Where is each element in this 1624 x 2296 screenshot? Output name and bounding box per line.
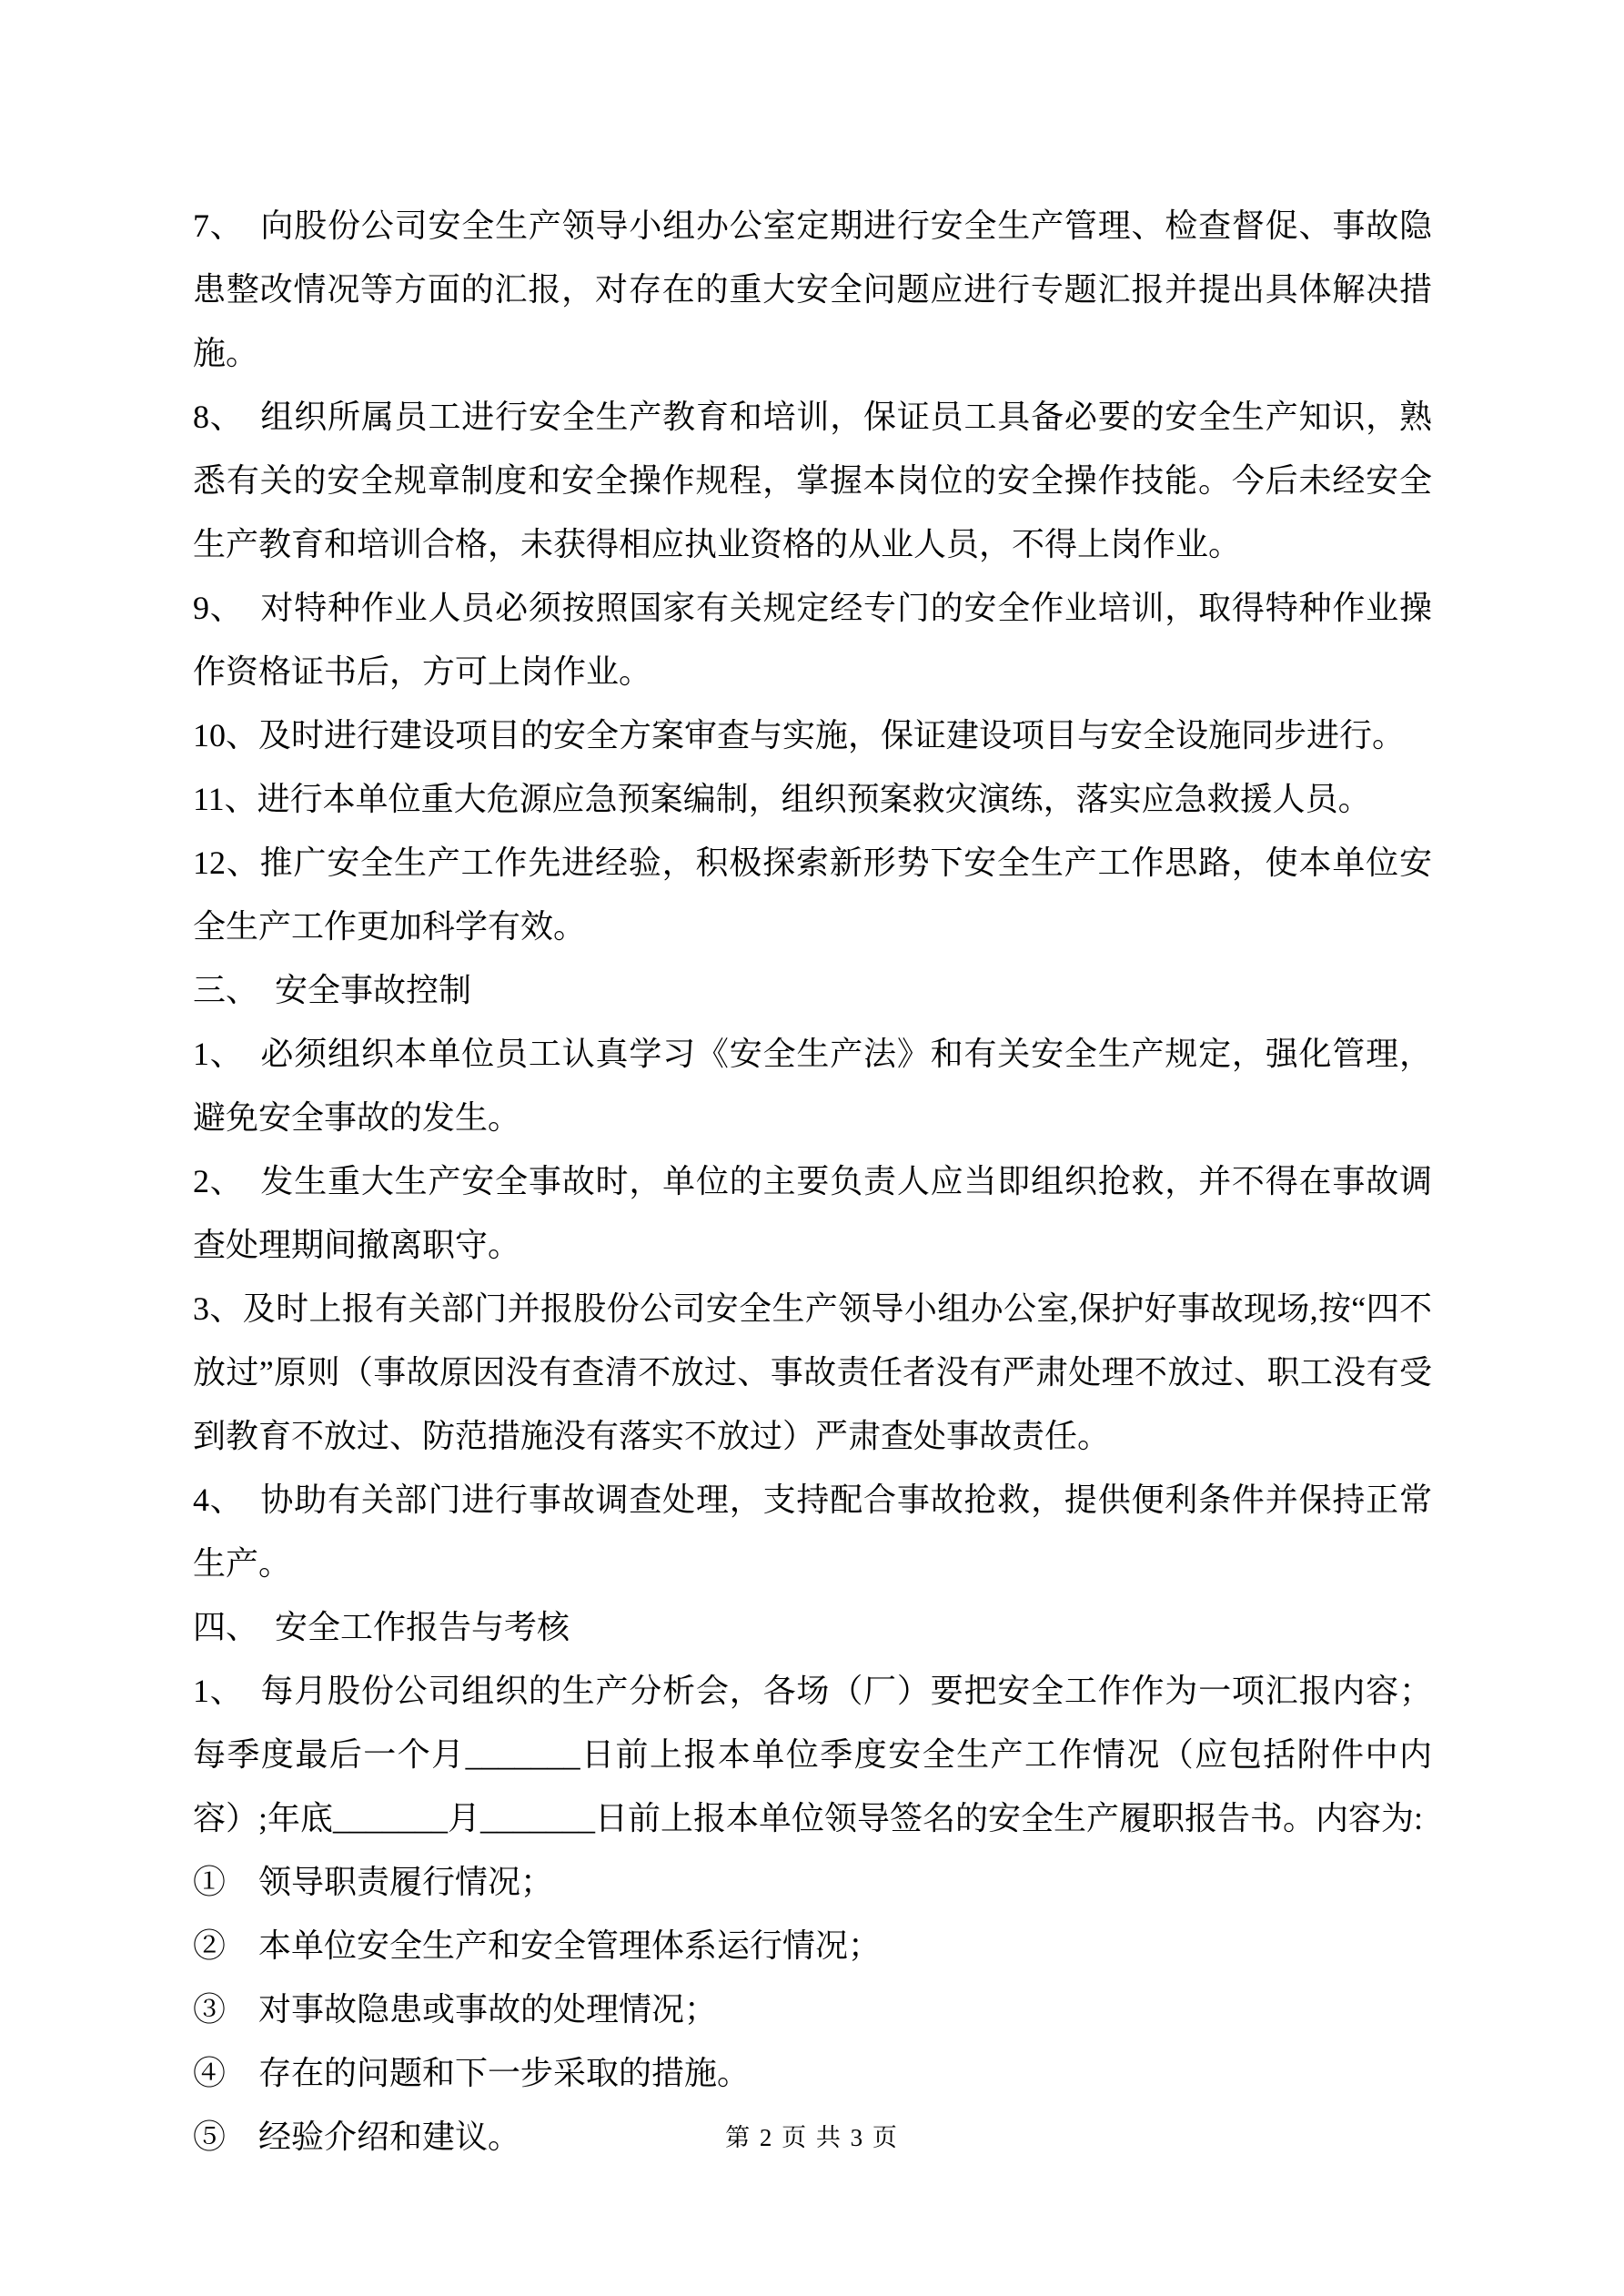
paragraph-sec3-item-2: 2、 发生重大生产安全事故时，单位的主要负责人应当即组织抢救，并不得在事故调查处理期间撤离职守。 — [193, 1163, 1432, 1263]
page-footer: 第 2 页 共 3 页 — [725, 2124, 899, 2151]
section-heading-3: 三、 安全事故控制 — [193, 972, 472, 1008]
list-item-circled-2: ② 本单位安全生产和安全管理体系运行情况； — [193, 1927, 882, 1964]
paragraph-item-10: 10、及时进行建设项目的安全方案审查与实施，保证建设项目与安全设施同步进行。 — [193, 717, 1406, 754]
paragraph-sec4-item-1: 1、 每月股份公司组织的生产分析会，各场（厂）要把安全工作作为一项汇报内容；每季度最后一个月_______日前上报本单位季度安全生产工作情况（应包括附件中内容）;年底_______月_______日前上报本单位领导签名的安全生产履职报告书。内容为: — [193, 1673, 1432, 1836]
paragraph-sec3-item-1: 1、 必须组织本单位员工认真学习《安全生产法》和有关安全生产规定，强化管理，避免安全事故的发生。 — [193, 1036, 1432, 1136]
paragraph-item-12: 12、推广安全生产工作先进经验，积极探索新形势下安全生产工作思路，使本单位安全生产工作更加科学有效。 — [193, 845, 1432, 945]
paragraph-item-11: 11、进行本单位重大危源应急预案编制，组织预案救灾演练，落实应急救援人员。 — [193, 781, 1371, 817]
list-item-circled-4: ④ 存在的问题和下一步采取的措施。 — [193, 2055, 751, 2091]
section-heading-4: 四、 安全工作报告与考核 — [193, 1609, 570, 1645]
paragraph-item-8: 8、 组织所属员工进行安全生产教育和培训，保证员工具备必要的安全生产知识，熟悉有关的安全规章制度和安全操作规程，掌握本岗位的安全操作技能。今后未经安全生产教育和培训合格，未获得相应执业资格的从业人员，不得上岗作业。 — [193, 399, 1432, 562]
paragraph-item-9: 9、 对特种作业人员必须按照国家有关规定经专门的安全作业培训，取得特种作业操作资格证书后，方可上岗作业。 — [193, 590, 1432, 690]
paragraph-item-7: 7、 向股份公司安全生产领导小组办公室定期进行安全生产管理、检查督促、事故隐患整改情况等方面的汇报，对存在的重大安全问题应进行专题汇报并提出具体解决措施。 — [193, 207, 1432, 371]
list-item-circled-5: ⑤ 经验介绍和建议。 — [193, 2119, 521, 2155]
list-item-circled-1: ① 领导职责履行情况； — [193, 1864, 554, 1900]
paragraph-sec3-item-3: 3、及时上报有关部门并报股份公司安全生产领导小组办公室,保护好事故现场,按“四不放过”原则（事故原因没有查清不放过、事故责任者没有严肃处理不放过、职工没有受到教育不放过、防范措施没有落实不放过）严肃查处事故责任。 — [193, 1290, 1432, 1454]
document-body — [193, 194, 1432, 2169]
paragraph-sec3-item-4: 4、 协助有关部门进行事故调查处理，支持配合事故抢救，提供便利条件并保持正常生产。 — [193, 1482, 1432, 1582]
list-item-circled-3: ③ 对事故隐患或事故的处理情况； — [193, 1991, 718, 2028]
